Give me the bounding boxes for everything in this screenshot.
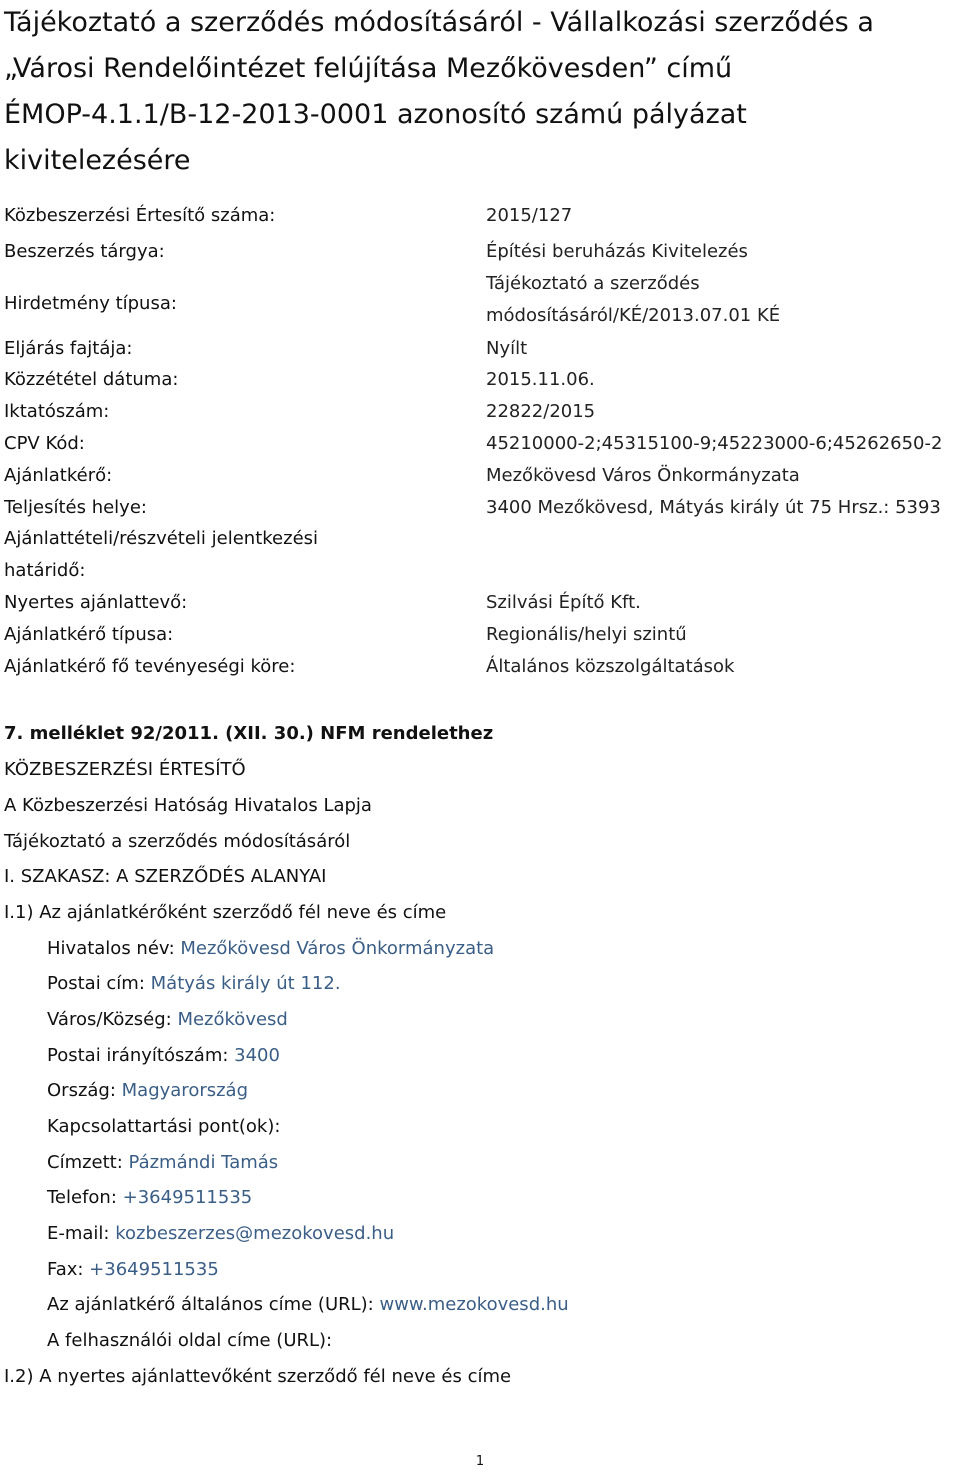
meta-label: Hirdetmény típusa: xyxy=(4,293,177,314)
field-addressee xyxy=(47,1152,960,1173)
title-line-3: ÉMOP-4.1.1/B-12-2013-0001 azonosító számú pályázat xyxy=(4,99,747,130)
field-label: Telefon: xyxy=(47,1187,123,1208)
field-label: E-mail: xyxy=(47,1223,116,1244)
page-number: 1 xyxy=(475,1454,485,1469)
field-postal-address xyxy=(47,973,960,994)
meta-value: 2015/127 xyxy=(486,205,573,226)
meta-label: Ajánlatkérő: xyxy=(4,465,113,486)
meta-value: Tájékoztató a szerződés xyxy=(486,273,700,294)
website-link[interactable]: www.mezokovesd.hu xyxy=(379,1294,569,1315)
meta-label: Ajánlattételi/részvételi jelentkezési xyxy=(4,528,319,549)
field-label: Az ajánlatkérő általános címe (URL): xyxy=(47,1294,380,1315)
title-line-2: „Városi Rendelőintézet felújítása Mezőkövesden” című xyxy=(4,53,733,84)
title-line-1: Tájékoztató a szerződés módosításáról - Vállalkozási szerződés a xyxy=(4,7,874,38)
field-general-url xyxy=(47,1294,960,1315)
field-label: Hivatalos név: xyxy=(47,938,181,959)
field-value: Mezőkövesd Város Önkormányzata xyxy=(180,938,495,959)
meta-value: Szilvási Építő Kft. xyxy=(486,592,641,613)
field-label: Címzett: xyxy=(47,1152,129,1173)
field-label: A felhasználói oldal címe (URL): xyxy=(47,1330,333,1351)
meta-label: Közbeszerzési Értesítő száma: xyxy=(4,205,276,226)
meta-value: Általános közszolgáltatások xyxy=(486,656,735,677)
field-value: +3649511535 xyxy=(122,1187,253,1208)
meta-value: 45210000-2;45315100-9;45223000-6;45262650-2 xyxy=(486,433,943,454)
field-postal-code xyxy=(47,1045,960,1066)
field-value: Mátyás király út 112. xyxy=(150,973,341,994)
meta-label: Ajánlatkérő típusa: xyxy=(4,624,174,645)
gazette-title: KÖZBESZERZÉSI ÉRTESÍTŐ xyxy=(4,759,246,780)
meta-label: Közzététel dátuma: xyxy=(4,369,179,390)
field-value: Magyarország xyxy=(121,1080,249,1101)
field-city xyxy=(47,1009,960,1030)
field-label: Ország: xyxy=(47,1080,122,1101)
meta-value: Mezőkövesd Város Önkormányzata xyxy=(486,465,800,486)
gazette-subtitle: A Közbeszerzési Hatóság Hivatalos Lapja xyxy=(4,795,372,816)
meta-value: Regionális/helyi szintű xyxy=(486,624,687,645)
meta-value: Nyílt xyxy=(486,338,528,359)
meta-label: Beszerzés tárgya: xyxy=(4,241,165,262)
field-email xyxy=(47,1223,960,1244)
field-label: Kapcsolattartási pont(ok): xyxy=(47,1116,281,1137)
field-value: Mezőkövesd xyxy=(177,1009,288,1030)
field-value: Pázmándi Tamás xyxy=(128,1152,279,1173)
meta-label: Teljesítés helye: xyxy=(4,497,147,518)
meta-value: 22822/2015 xyxy=(486,401,596,422)
field-value: +3649511535 xyxy=(89,1259,219,1280)
section-heading: I. SZAKASZ: A SZERZŐDÉS ALANYAI xyxy=(4,866,327,887)
field-label: Város/Község: xyxy=(47,1009,178,1030)
subsection-i2: I.2) A nyertes ajánlattevőként szerződő fél neve és címe xyxy=(4,1366,512,1387)
field-label: Postai irányítószám: xyxy=(47,1045,235,1066)
notice-title: Tájékoztató a szerződés módosításáról xyxy=(4,831,351,852)
field-country xyxy=(47,1080,960,1101)
meta-label: Iktatószám: xyxy=(4,401,110,422)
meta-value: 3400 Mezőkövesd, Mátyás király út 75 Hrsz.: 5393 xyxy=(486,497,941,518)
meta-label: Eljárás fajtája: xyxy=(4,338,133,359)
title-line-4: kivitelezésére xyxy=(4,145,191,176)
meta-value: módosításáról/KÉ/2013.07.01 KÉ xyxy=(486,305,781,326)
email-link[interactable]: kozbeszerzes@mezokovesd.hu xyxy=(115,1223,395,1244)
document-title xyxy=(4,0,954,184)
meta-label: Nyertes ajánlattevő: xyxy=(4,592,188,613)
field-label: Fax: xyxy=(47,1259,90,1280)
subsection-i1: I.1) Az ajánlatkérőként szerződő fél neve és címe xyxy=(4,902,447,923)
meta-value: 2015.11.06. xyxy=(486,369,595,390)
field-label: Postai cím: xyxy=(47,973,151,994)
field-fax xyxy=(47,1259,960,1280)
meta-label: határidő: xyxy=(4,560,86,581)
field-phone xyxy=(47,1187,960,1208)
field-value: 3400 xyxy=(234,1045,280,1066)
field-official-name xyxy=(47,938,960,959)
field-contact-points xyxy=(47,1116,960,1137)
meta-label: CPV Kód: xyxy=(4,433,85,454)
meta-label: Ajánlatkérő fő tevényeségi köre: xyxy=(4,656,296,677)
meta-value: Építési beruházás Kivitelezés xyxy=(486,241,748,262)
annex-reference: 7. melléklet 92/2011. (XII. 30.) NFM rendelethez xyxy=(4,723,494,744)
field-user-page-url xyxy=(47,1330,960,1351)
